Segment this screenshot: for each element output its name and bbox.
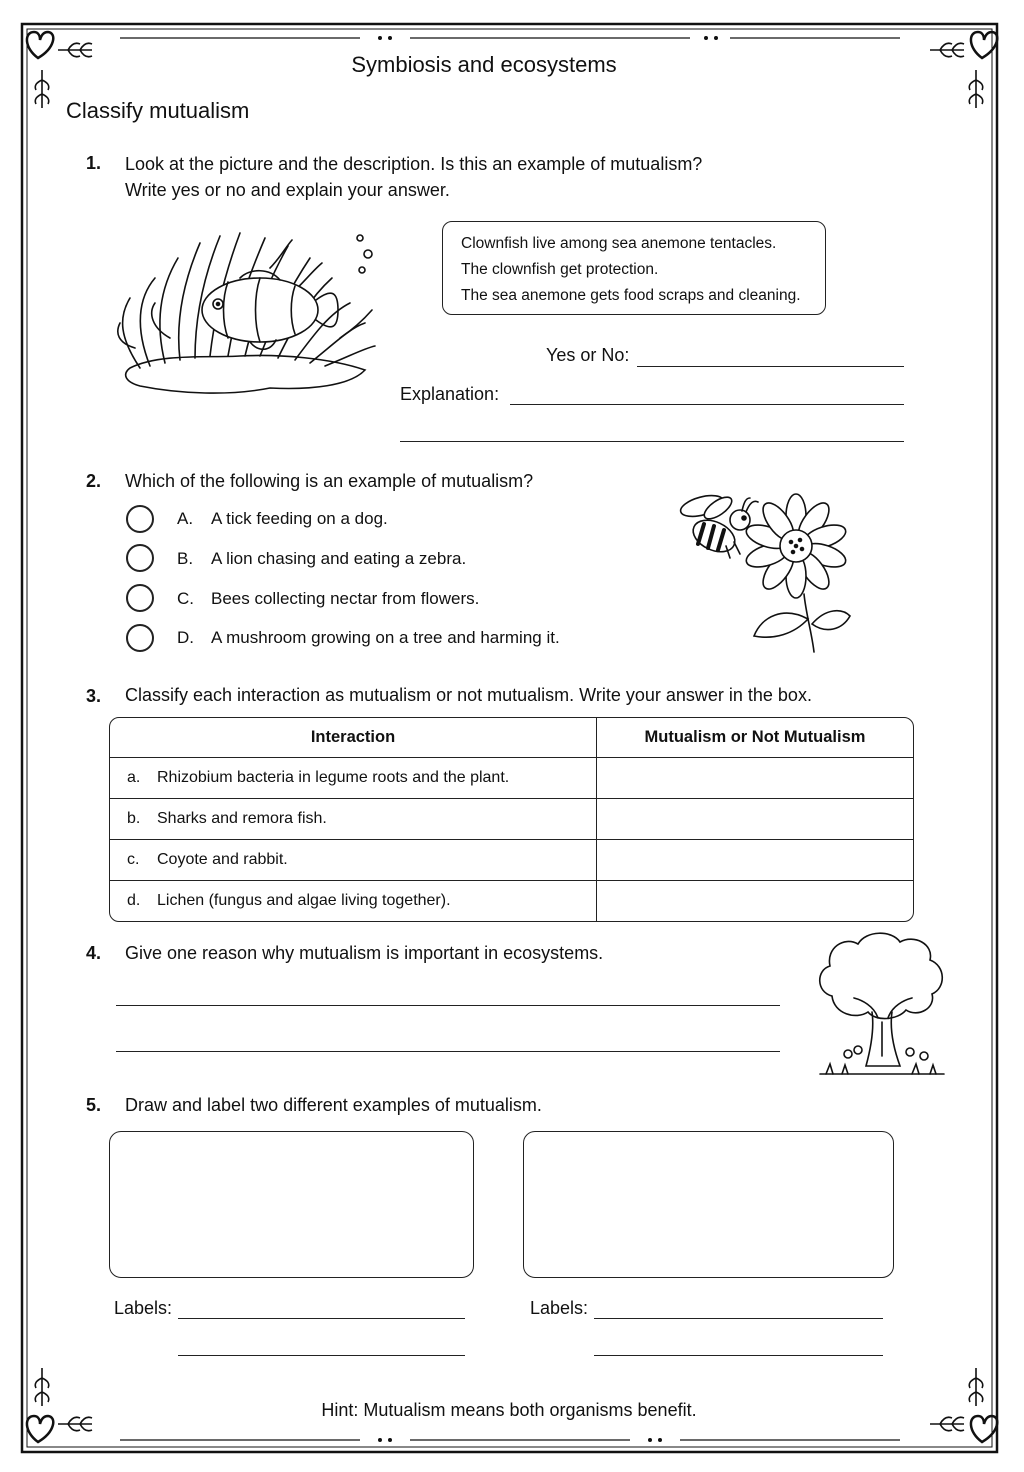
row-letter: d. — [127, 892, 141, 909]
table-header-row — [110, 718, 913, 758]
explanation-answer-line[interactable] — [510, 404, 904, 405]
option-b-text: A lion chasing and eating a zebra. — [211, 549, 467, 568]
table-row — [110, 799, 913, 840]
q1-number: 1. — [86, 153, 102, 173]
interaction-cell — [110, 881, 597, 921]
bee-flower-icon — [674, 484, 854, 654]
answer-cell[interactable] — [597, 799, 913, 840]
q5-text: Draw and label two different examples of mutualism. — [125, 1095, 542, 1115]
option-c-text: Bees collecting nectar from flowers. — [211, 589, 480, 608]
labels-label-1: Labels: — [114, 1298, 173, 1318]
section-subtitle: Classify mutualism — [66, 98, 250, 123]
interaction-cell — [110, 799, 597, 840]
table-row — [110, 758, 913, 799]
option-b-letter: B. — [177, 549, 194, 568]
option-a-letter: A. — [177, 509, 194, 528]
q5-number: 5. — [86, 1095, 102, 1115]
explanation-answer-line-2[interactable] — [400, 441, 904, 442]
description-line: The sea anemone gets food scraps and cleaning. — [461, 287, 801, 304]
answer-cell[interactable] — [597, 840, 913, 881]
q4-text: Give one reason why mutualism is important in ecosystems. — [125, 943, 604, 963]
table-row — [110, 840, 913, 881]
option-c-letter: C. — [177, 589, 194, 608]
labels-line-2[interactable] — [594, 1318, 883, 1319]
table-row — [110, 881, 913, 921]
option-c-radio[interactable] — [126, 584, 154, 612]
q2-number: 2. — [86, 471, 102, 491]
row-text: Coyote and rabbit. — [157, 851, 288, 868]
tree-icon — [812, 926, 952, 1086]
interaction-cell — [110, 840, 597, 881]
answer-cell[interactable] — [597, 758, 913, 799]
option-d-letter: D. — [177, 628, 194, 647]
row-text: Rhizobium bacteria in legume roots and the plant. — [157, 769, 510, 786]
option-d-radio[interactable] — [126, 624, 154, 652]
hint-text: Hint: Mutualism means both organisms benefit. — [321, 1400, 697, 1420]
q1-line1: Look at the picture and the description. Is this an example of mutualism? — [125, 154, 703, 174]
labels-line-1[interactable] — [178, 1318, 465, 1319]
classification-table — [109, 717, 914, 922]
row-text: Lichen (fungus and algae living together). — [157, 892, 451, 909]
labels-line-2b[interactable] — [594, 1355, 883, 1356]
labels-line-1b[interactable] — [178, 1355, 465, 1356]
explanation-label: Explanation: — [400, 384, 500, 404]
labels-label-2: Labels: — [530, 1298, 589, 1318]
description-line: Clownfish live among sea anemone tentacles. — [461, 235, 777, 252]
q1-line2: Write yes or no and explain your answer. — [125, 180, 450, 200]
q4-number: 4. — [86, 943, 102, 963]
description-line: The clownfish get protection. — [461, 261, 659, 278]
interaction-cell — [110, 758, 597, 799]
q2-text: Which of the following is an example of mutualism? — [125, 471, 534, 491]
q4-answer-line[interactable] — [116, 1005, 780, 1006]
option-a-radio[interactable] — [126, 505, 154, 533]
column-header-classification: Mutualism or Not Mutualism — [597, 718, 913, 758]
drawing-box-2[interactable] — [523, 1131, 894, 1278]
clownfish-anemone-icon — [110, 218, 390, 408]
row-letter: a. — [127, 769, 141, 786]
yes-no-answer-line[interactable] — [637, 366, 904, 367]
option-d-text: A mushroom growing on a tree and harming it. — [211, 628, 560, 647]
column-header-interaction: Interaction — [110, 718, 597, 758]
worksheet-title: Symbiosis and ecosystems — [351, 52, 617, 77]
row-letter: c. — [127, 851, 140, 868]
q1-description-box — [442, 221, 826, 315]
yes-no-label: Yes or No: — [546, 345, 630, 365]
row-text: Sharks and remora fish. — [157, 810, 327, 827]
answer-cell[interactable] — [597, 881, 913, 921]
q4-answer-line-2[interactable] — [116, 1051, 780, 1052]
option-a-text: A tick feeding on a dog. — [211, 509, 388, 528]
option-b-radio[interactable] — [126, 544, 154, 572]
row-letter: b. — [127, 810, 141, 827]
drawing-box-1[interactable] — [109, 1131, 474, 1278]
q3-number: 3. — [86, 686, 102, 706]
q3-text: Classify each interaction as mutualism or not mutualism. Write your answer in the box. — [125, 685, 812, 705]
